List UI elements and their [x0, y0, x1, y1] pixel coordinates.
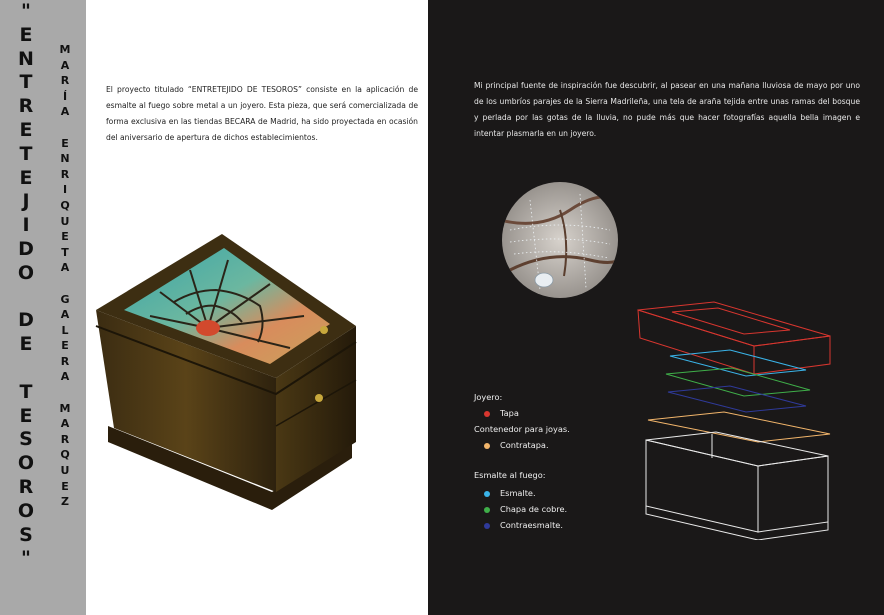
- author-letter: Í: [62, 89, 68, 103]
- title-letter: T: [19, 71, 33, 94]
- legend-joyero-heading: Joyero:: [474, 392, 503, 402]
- chapa-dot-icon: [484, 507, 490, 513]
- title-letter: I: [22, 214, 30, 237]
- right-page: [428, 0, 884, 615]
- author-letter: E: [61, 136, 69, 150]
- contratapa-dot-icon: [484, 443, 490, 449]
- spiderweb-photo: [500, 180, 620, 300]
- legend-contenedor-heading: Contenedor para joyas.: [474, 424, 570, 434]
- legend-esmalte-heading: Esmalte al fuego:: [474, 470, 546, 480]
- author-letter: A: [60, 58, 70, 72]
- author-letter: R: [60, 74, 70, 88]
- title-letter: O: [17, 499, 35, 522]
- legend-label: Tapa: [500, 408, 519, 418]
- legend-label: Contraesmalte.: [500, 520, 563, 530]
- author-letter: [63, 276, 67, 292]
- title-letter: N: [18, 47, 34, 70]
- author-letter: I: [62, 183, 68, 197]
- author-letter: Z: [61, 495, 69, 509]
- author-letter: T: [61, 245, 69, 259]
- left-page: [86, 0, 428, 615]
- title-letter: O: [17, 452, 35, 475]
- author-letter: E: [61, 339, 69, 353]
- legend-item-contraesmalte: [484, 520, 563, 530]
- author-letter: Q: [60, 448, 70, 462]
- author-letter: N: [60, 152, 70, 166]
- author-letter: M: [59, 43, 71, 56]
- author-letter: R: [60, 167, 70, 181]
- tapa-dot-icon: [484, 411, 490, 417]
- vertical-title: [12, 0, 40, 615]
- title-letter: ": [21, 0, 31, 22]
- esmalte-dot-icon: [484, 491, 490, 497]
- title-letter: T: [19, 380, 33, 403]
- legend-item-esmalte: [484, 488, 536, 498]
- author-letter: A: [60, 417, 70, 431]
- author-letter: U: [60, 464, 70, 478]
- title-letter: E: [19, 404, 33, 427]
- title-letter: S: [19, 523, 33, 546]
- title-letter: E: [19, 23, 33, 46]
- contraesmalte-dot-icon: [484, 523, 490, 529]
- author-letter: R: [60, 354, 70, 368]
- author-letter: [63, 120, 67, 136]
- project-description: El proyecto titulado “ENTRETEJIDO DE TESOROS” consiste en la aplicación de esmalte al fuego sobre metal a un joyero. Esta pieza, que será comercializada de forma exclusiva en las tiendas BECARA de Madrid, ha sido proyectada en ocasión del aniversario de apertura de dichos establecimientos.: [106, 85, 418, 142]
- title-letter: E: [19, 333, 33, 356]
- author-letter: E: [61, 230, 69, 244]
- title-letter: ": [21, 547, 31, 570]
- author-letter: R: [60, 432, 70, 446]
- author-letter: U: [60, 214, 70, 228]
- legend-item-contratapa: [484, 440, 549, 450]
- title-letter: [12, 286, 40, 310]
- legend-label: Chapa de cobre.: [500, 504, 568, 514]
- author-letter: A: [60, 370, 70, 384]
- title-letter: [12, 357, 40, 381]
- vertical-author: [58, 42, 72, 510]
- author-letter: E: [61, 479, 69, 493]
- legend-label: Esmalte.: [500, 488, 536, 498]
- legend: [474, 392, 674, 542]
- title-letter: D: [18, 237, 34, 260]
- title-letter: R: [18, 95, 34, 118]
- title-letter: R: [18, 475, 34, 498]
- author-letter: A: [60, 261, 70, 275]
- title-letter: T: [19, 142, 33, 165]
- title-letter: E: [19, 118, 33, 141]
- author-letter: G: [60, 292, 70, 306]
- legend-item-tapa: [484, 408, 519, 418]
- legend-label: Contratapa.: [500, 440, 549, 450]
- inspiration-description: Mi principal fuente de inspiración fue descubrir, al pasear en una mañana lluviosa de mayo por uno de los umbríos parajes de la Sierra Madrileña, una tela de araña tejida entre unas ramas del bosque y perlada por las gotas de la lluvia, no pude más que hacer fotografías aquella bella imagen e intentar plasmarla en un joyero.: [474, 81, 860, 138]
- author-letter: M: [59, 401, 71, 415]
- title-letter: D: [18, 309, 34, 332]
- jewelry-box-photo: [90, 230, 370, 512]
- author-letter: Q: [60, 198, 70, 212]
- author-letter: [63, 385, 67, 401]
- title-letter: S: [19, 428, 33, 451]
- legend-item-chapa: [484, 504, 567, 514]
- author-letter: A: [60, 105, 70, 119]
- title-letter: E: [19, 166, 33, 189]
- author-letter: A: [60, 308, 70, 322]
- title-letter: J: [22, 190, 30, 213]
- title-letter: O: [17, 261, 35, 284]
- author-letter: L: [61, 323, 69, 337]
